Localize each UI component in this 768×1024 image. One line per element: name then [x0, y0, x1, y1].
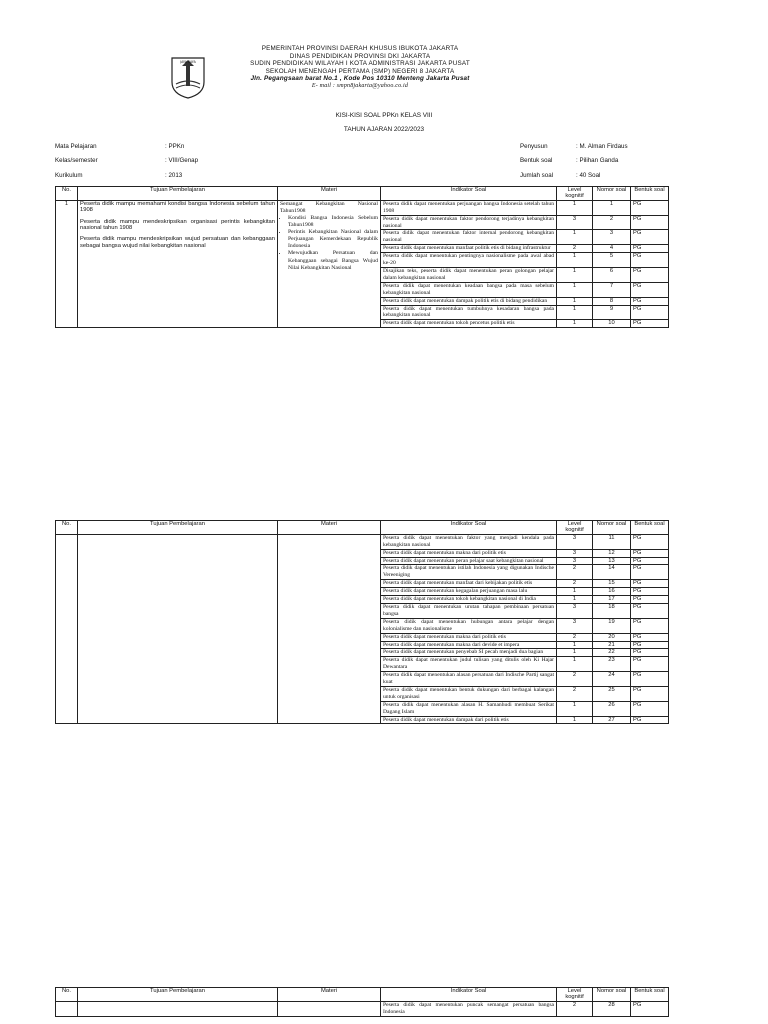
nomor-cell: 13 — [593, 557, 631, 565]
level-cell: 1 — [557, 200, 593, 215]
materi-bullet: • Mewujudkan Persatuan dan Kebanggaan sebagai Bangsa Wujud Nilai Kebangkitan Nasional — [288, 250, 378, 271]
bentuk-cell: PG — [631, 701, 669, 716]
level-cell: 1 — [557, 588, 593, 596]
indikator-cell: Peserta didik dapat menentukan penyebab SI pecah menjadi dua bagian — [381, 649, 557, 657]
bentuk-cell: PG — [631, 1001, 669, 1016]
header-no: No. — [56, 988, 78, 1002]
indikator-cell: Peserta didik dapat menentukan faktor pendorong terjadinya kebangkitan nasional — [381, 215, 557, 230]
letterhead-line-4: SEKOLAH MENENGAH PERTAMA (SMP) NEGERI 8 JAKARTA — [265, 67, 455, 75]
nomor-cell: 1 — [593, 200, 631, 215]
nomor-cell: 17 — [593, 596, 631, 604]
meta-label-question-type: Bentuk soal — [520, 157, 553, 164]
bentuk-cell: PG — [631, 672, 669, 687]
header-level: Level kognitif — [557, 988, 593, 1002]
nomor-cell: 6 — [593, 267, 631, 282]
level-cell: 1 — [557, 253, 593, 268]
indikator-cell: Disajikan teks, peserta didik dapat menentukan peran golongan pelajar dalam kebangkitan nasional — [381, 267, 557, 282]
bentuk-cell: PG — [631, 245, 669, 253]
level-cell: 1 — [557, 230, 593, 245]
level-cell: 1 — [557, 657, 593, 672]
header-nomor: Nomor soal — [593, 187, 631, 201]
nomor-cell: 14 — [593, 565, 631, 580]
bentuk-cell: PG — [631, 267, 669, 282]
header-indikator: Indikator Soal — [381, 521, 557, 535]
letterhead-line-3: SUDIN PENDIDIKAN WILAYAH I KOTA ADMINISTRASI JAKARTA PUSAT — [250, 60, 470, 68]
meta-label-author: Penyusun — [520, 143, 548, 150]
header-tujuan: Tujuan Pembelajaran — [78, 521, 278, 535]
nomor-cell: 24 — [593, 672, 631, 687]
bentuk-cell: PG — [631, 596, 669, 604]
indikator-cell: Peserta didik dapat menentukan keadaan bangsa pada masa sebelum kebangkitan nasional — [381, 282, 557, 297]
bentuk-cell: PG — [631, 282, 669, 297]
level-cell: 2 — [557, 672, 593, 687]
level-cell: 1 — [557, 641, 593, 649]
indikator-cell: Peserta didik dapat menentukan tokoh pencetus politik etis — [381, 320, 557, 328]
meta-label-subject: Mata Pelajaran — [55, 143, 97, 150]
indikator-cell: Peserta didik dapat menentukan dampak dari politik etis — [381, 716, 557, 724]
nomor-cell: 22 — [593, 649, 631, 657]
nomor-cell: 16 — [593, 588, 631, 596]
bentuk-cell: PG — [631, 588, 669, 596]
bentuk-cell: PG — [631, 716, 669, 724]
nomor-cell: 11 — [593, 534, 631, 549]
header-level: Level kognitif — [557, 521, 593, 535]
bentuk-cell: PG — [631, 580, 669, 588]
level-cell: 3 — [557, 215, 593, 230]
materi-bullet: • Kondisi Bangsa Indonesia Sebelum Tahun1908 — [288, 215, 378, 229]
indikator-cell: Peserta didik dapat menentukan alasan persatuan dari Indische Partij sangat kuat — [381, 672, 557, 687]
row-number-cell — [56, 1001, 78, 1016]
nomor-cell: 20 — [593, 633, 631, 641]
meta-value-subject: : PPKn — [165, 143, 185, 150]
bentuk-cell: PG — [631, 320, 669, 328]
indikator-cell: Peserta didik dapat menentukan hubungan antara pelajar dengan kolonialisme dan nasionalisme — [381, 618, 557, 633]
table-row — [56, 534, 669, 549]
materi-cell — [278, 1001, 381, 1016]
meta-value-class: : VIII/Genap — [165, 157, 199, 164]
jakarta-emblem-logo — [168, 54, 208, 100]
tujuan-cell — [78, 534, 278, 724]
level-cell: 3 — [557, 534, 593, 549]
level-cell: 1 — [557, 297, 593, 305]
document-subtitle: TAHUN AJARAN 2022/2023 — [343, 126, 425, 133]
level-cell: 2 — [557, 245, 593, 253]
indikator-cell: Peserta didik dapat menentukan makna dari politik etis — [381, 633, 557, 641]
table-header-row — [56, 187, 669, 201]
indikator-cell: Peserta didik dapat menentukan manfaat politik etis di bidang infrastruktur — [381, 245, 557, 253]
bentuk-cell: PG — [631, 549, 669, 557]
materi-cell — [278, 200, 381, 327]
meta-label-curriculum: Kurikulum — [55, 172, 83, 179]
kisi-kisi-table-3 — [55, 987, 669, 1017]
kisi-kisi-table-1 — [55, 186, 669, 328]
nomor-cell: 7 — [593, 282, 631, 297]
indikator-cell: Peserta didik dapat menentukan bentuk dukungan dari berbagai kalangan untuk organisasi — [381, 686, 557, 701]
level-cell: 1 — [557, 701, 593, 716]
nomor-cell: 2 — [593, 215, 631, 230]
nomor-cell: 15 — [593, 580, 631, 588]
level-cell: 3 — [557, 549, 593, 557]
header-bentuk: Bentuk soal — [631, 187, 669, 201]
indikator-cell: Peserta didik dapat menentukan pentingnya nasionalisme pada awal abad ke-20 — [381, 253, 557, 268]
letterhead-line-1: PEMERINTAH PROVINSI DAERAH KHUSUS IBUKOTA JAKARTA — [261, 45, 459, 52]
header-indikator: Indikator Soal — [381, 187, 557, 201]
level-cell: 2 — [557, 1001, 593, 1016]
indikator-cell: Peserta didik dapat menentukan faktor yang menjadi kendala pada kebangkitan nasional — [381, 534, 557, 549]
meta-value-author: : M. Alman Firdaus — [576, 143, 628, 150]
indikator-cell: Peserta didik dapat menentukan tumbuhnya kesadaran bangsa pada kebangkitan nasional — [381, 305, 557, 320]
nomor-cell: 9 — [593, 305, 631, 320]
table-header-row — [56, 521, 669, 535]
header-bentuk: Bentuk soal — [631, 988, 669, 1002]
meta-label-question-count: Jumlah soal — [520, 172, 554, 179]
header-materi: Materi — [278, 521, 381, 535]
table-row — [56, 1001, 669, 1016]
indikator-cell: Peserta didik dapat menentukan urutan tahapan pembinaan persatuan bangsa — [381, 603, 557, 618]
indikator-cell: Peserta didik dapat menentukan kegagalan perjuangan masa lalu — [381, 588, 557, 596]
table-header-row — [56, 988, 669, 1002]
bentuk-cell: PG — [631, 534, 669, 549]
header-materi: Materi — [278, 187, 381, 201]
bentuk-cell: PG — [631, 641, 669, 649]
letterhead — [210, 45, 510, 91]
nomor-cell: 25 — [593, 686, 631, 701]
header-no: No. — [56, 187, 78, 201]
level-cell: 3 — [557, 618, 593, 633]
bentuk-cell: PG — [631, 230, 669, 245]
header-no: No. — [56, 521, 78, 535]
meta-value-question-count: : 40 Soal — [576, 172, 601, 179]
level-cell: 3 — [557, 603, 593, 618]
meta-label-class: Kelas/semester — [55, 157, 98, 164]
nomor-cell: 3 — [593, 230, 631, 245]
level-cell: 3 — [557, 557, 593, 565]
indikator-cell: Peserta didik dapat menentukan alasan H. Samanhudi membuat Serikat Dagang Islam — [381, 701, 557, 716]
header-tujuan: Tujuan Pembelajaran — [78, 988, 278, 1002]
bentuk-cell: PG — [631, 215, 669, 230]
level-cell: 1 — [557, 649, 593, 657]
kisi-kisi-table-2 — [55, 520, 669, 724]
materi-list — [280, 215, 378, 272]
row-number-cell: 1 — [56, 200, 78, 327]
materi-bullet: • Perintis Kebangkitan Nasional dalam Perjuangan Kemerdekaan Republik Indonesia — [288, 229, 378, 250]
bentuk-cell: PG — [631, 657, 669, 672]
nomor-cell: 26 — [593, 701, 631, 716]
tujuan-cell — [78, 200, 278, 327]
bentuk-cell: PG — [631, 297, 669, 305]
level-cell: 1 — [557, 596, 593, 604]
meta-value-curriculum: : 2013 — [165, 172, 183, 179]
indikator-cell: Peserta didik dapat menentukan dampak politik etis di bidang pendidikan — [381, 297, 557, 305]
indikator-cell: Peserta didik dapat menentukan makna dari devide et impera — [381, 641, 557, 649]
bentuk-cell: PG — [631, 557, 669, 565]
nomor-cell: 23 — [593, 657, 631, 672]
materi-cell — [278, 534, 381, 724]
tujuan-item: Peserta didik mampu mendeskripsikan organisasi perintis kebangkitan nasional tahun 1908 — [80, 218, 275, 232]
indikator-cell: Peserta didik dapat menentukan tokoh kebangkitan nasional di India — [381, 596, 557, 604]
level-cell: 1 — [557, 716, 593, 724]
level-cell: 1 — [557, 282, 593, 297]
header-materi: Materi — [278, 988, 381, 1002]
document-title: KISI-KISI SOAL PPKn KELAS VIII — [335, 112, 433, 119]
nomor-cell: 4 — [593, 245, 631, 253]
nomor-cell: 21 — [593, 641, 631, 649]
indikator-cell: Peserta didik dapat menentukan peran pelajar saat kebangkitan nasional — [381, 557, 557, 565]
nomor-cell: 8 — [593, 297, 631, 305]
indikator-cell: Peserta didik dapat menentukan istilah Indonesia yang digunakan Indische Vereeniging — [381, 565, 557, 580]
header-nomor: Nomor soal — [593, 988, 631, 1002]
table-row — [56, 200, 669, 215]
svg-text:JAYA RAYA: JAYA RAYA — [180, 60, 196, 64]
level-cell: 2 — [557, 686, 593, 701]
nomor-cell: 5 — [593, 253, 631, 268]
header-bentuk: Bentuk soal — [631, 521, 669, 535]
level-cell: 1 — [557, 320, 593, 328]
header-indikator: Indikator Soal — [381, 988, 557, 1002]
nomor-cell: 27 — [593, 716, 631, 724]
letterhead-address: Jln. Pegangsaan barat No.1 , Kode Pos 10310 Menteng Jakarta Pusat — [250, 75, 470, 83]
bentuk-cell: PG — [631, 253, 669, 268]
bentuk-cell: PG — [631, 603, 669, 618]
row-number-cell — [56, 534, 78, 724]
bentuk-cell: PG — [631, 200, 669, 215]
bentuk-cell: PG — [631, 686, 669, 701]
letterhead-line-2: DINAS PENDIDIKAN PROVINSI DKI JAKARTA — [289, 52, 431, 60]
level-cell: 1 — [557, 267, 593, 282]
level-cell: 2 — [557, 580, 593, 588]
level-cell: 1 — [557, 305, 593, 320]
materi-intro: Semangat Kebangkitan Nasional Tahun1908 — [280, 200, 378, 214]
header-tujuan: Tujuan Pembelajaran — [78, 187, 278, 201]
nomor-cell: 19 — [593, 618, 631, 633]
bentuk-cell: PG — [631, 649, 669, 657]
bentuk-cell: PG — [631, 565, 669, 580]
indikator-cell: Peserta didik dapat menentukan manfaat dari kebijakan politik etis — [381, 580, 557, 588]
tujuan-cell — [78, 1001, 278, 1016]
indikator-cell: Peserta didik dapat menentukan perjuangan bangsa Indonesia setelah tahun 1908 — [381, 200, 557, 215]
tujuan-item: Peserta didik mampu mendeskripsikan wujud persatuan dan kebanggaan sebagai bangsa wujud nilai kebangkitan nasional — [80, 236, 275, 249]
tujuan-item: Peserta didik mampu memahami kondisi bangsa Indonesia sebelum tahun 1908 — [80, 200, 275, 214]
bentuk-cell: PG — [631, 618, 669, 633]
nomor-cell: 18 — [593, 603, 631, 618]
level-cell: 2 — [557, 633, 593, 641]
nomor-cell: 12 — [593, 549, 631, 557]
nomor-cell: 10 — [593, 320, 631, 328]
nomor-cell: 28 — [593, 1001, 631, 1016]
header-level: Level kognitif — [557, 187, 593, 201]
bentuk-cell: PG — [631, 633, 669, 641]
indikator-cell: Peserta didik dapat menentukan faktor internal pendorong kebangkitan nasional — [381, 230, 557, 245]
letterhead-email: E- mail : smpn8jakarta@yahoo.co.id — [311, 82, 409, 89]
meta-value-question-type: : Pilihan Ganda — [576, 157, 619, 164]
indikator-cell: Peserta didik dapat menentukan makna dari politik etis — [381, 549, 557, 557]
indikator-cell: Peserta didik dapat menentukan judul tulisan yang ditulis oleh Ki Hajar Dewantara — [381, 657, 557, 672]
indikator-cell: Peserta didik dapat menentukan puncak semangat persatuan bangsa Indonesia — [381, 1001, 557, 1016]
level-cell: 2 — [557, 565, 593, 580]
header-nomor: Nomor soal — [593, 521, 631, 535]
bentuk-cell: PG — [631, 305, 669, 320]
